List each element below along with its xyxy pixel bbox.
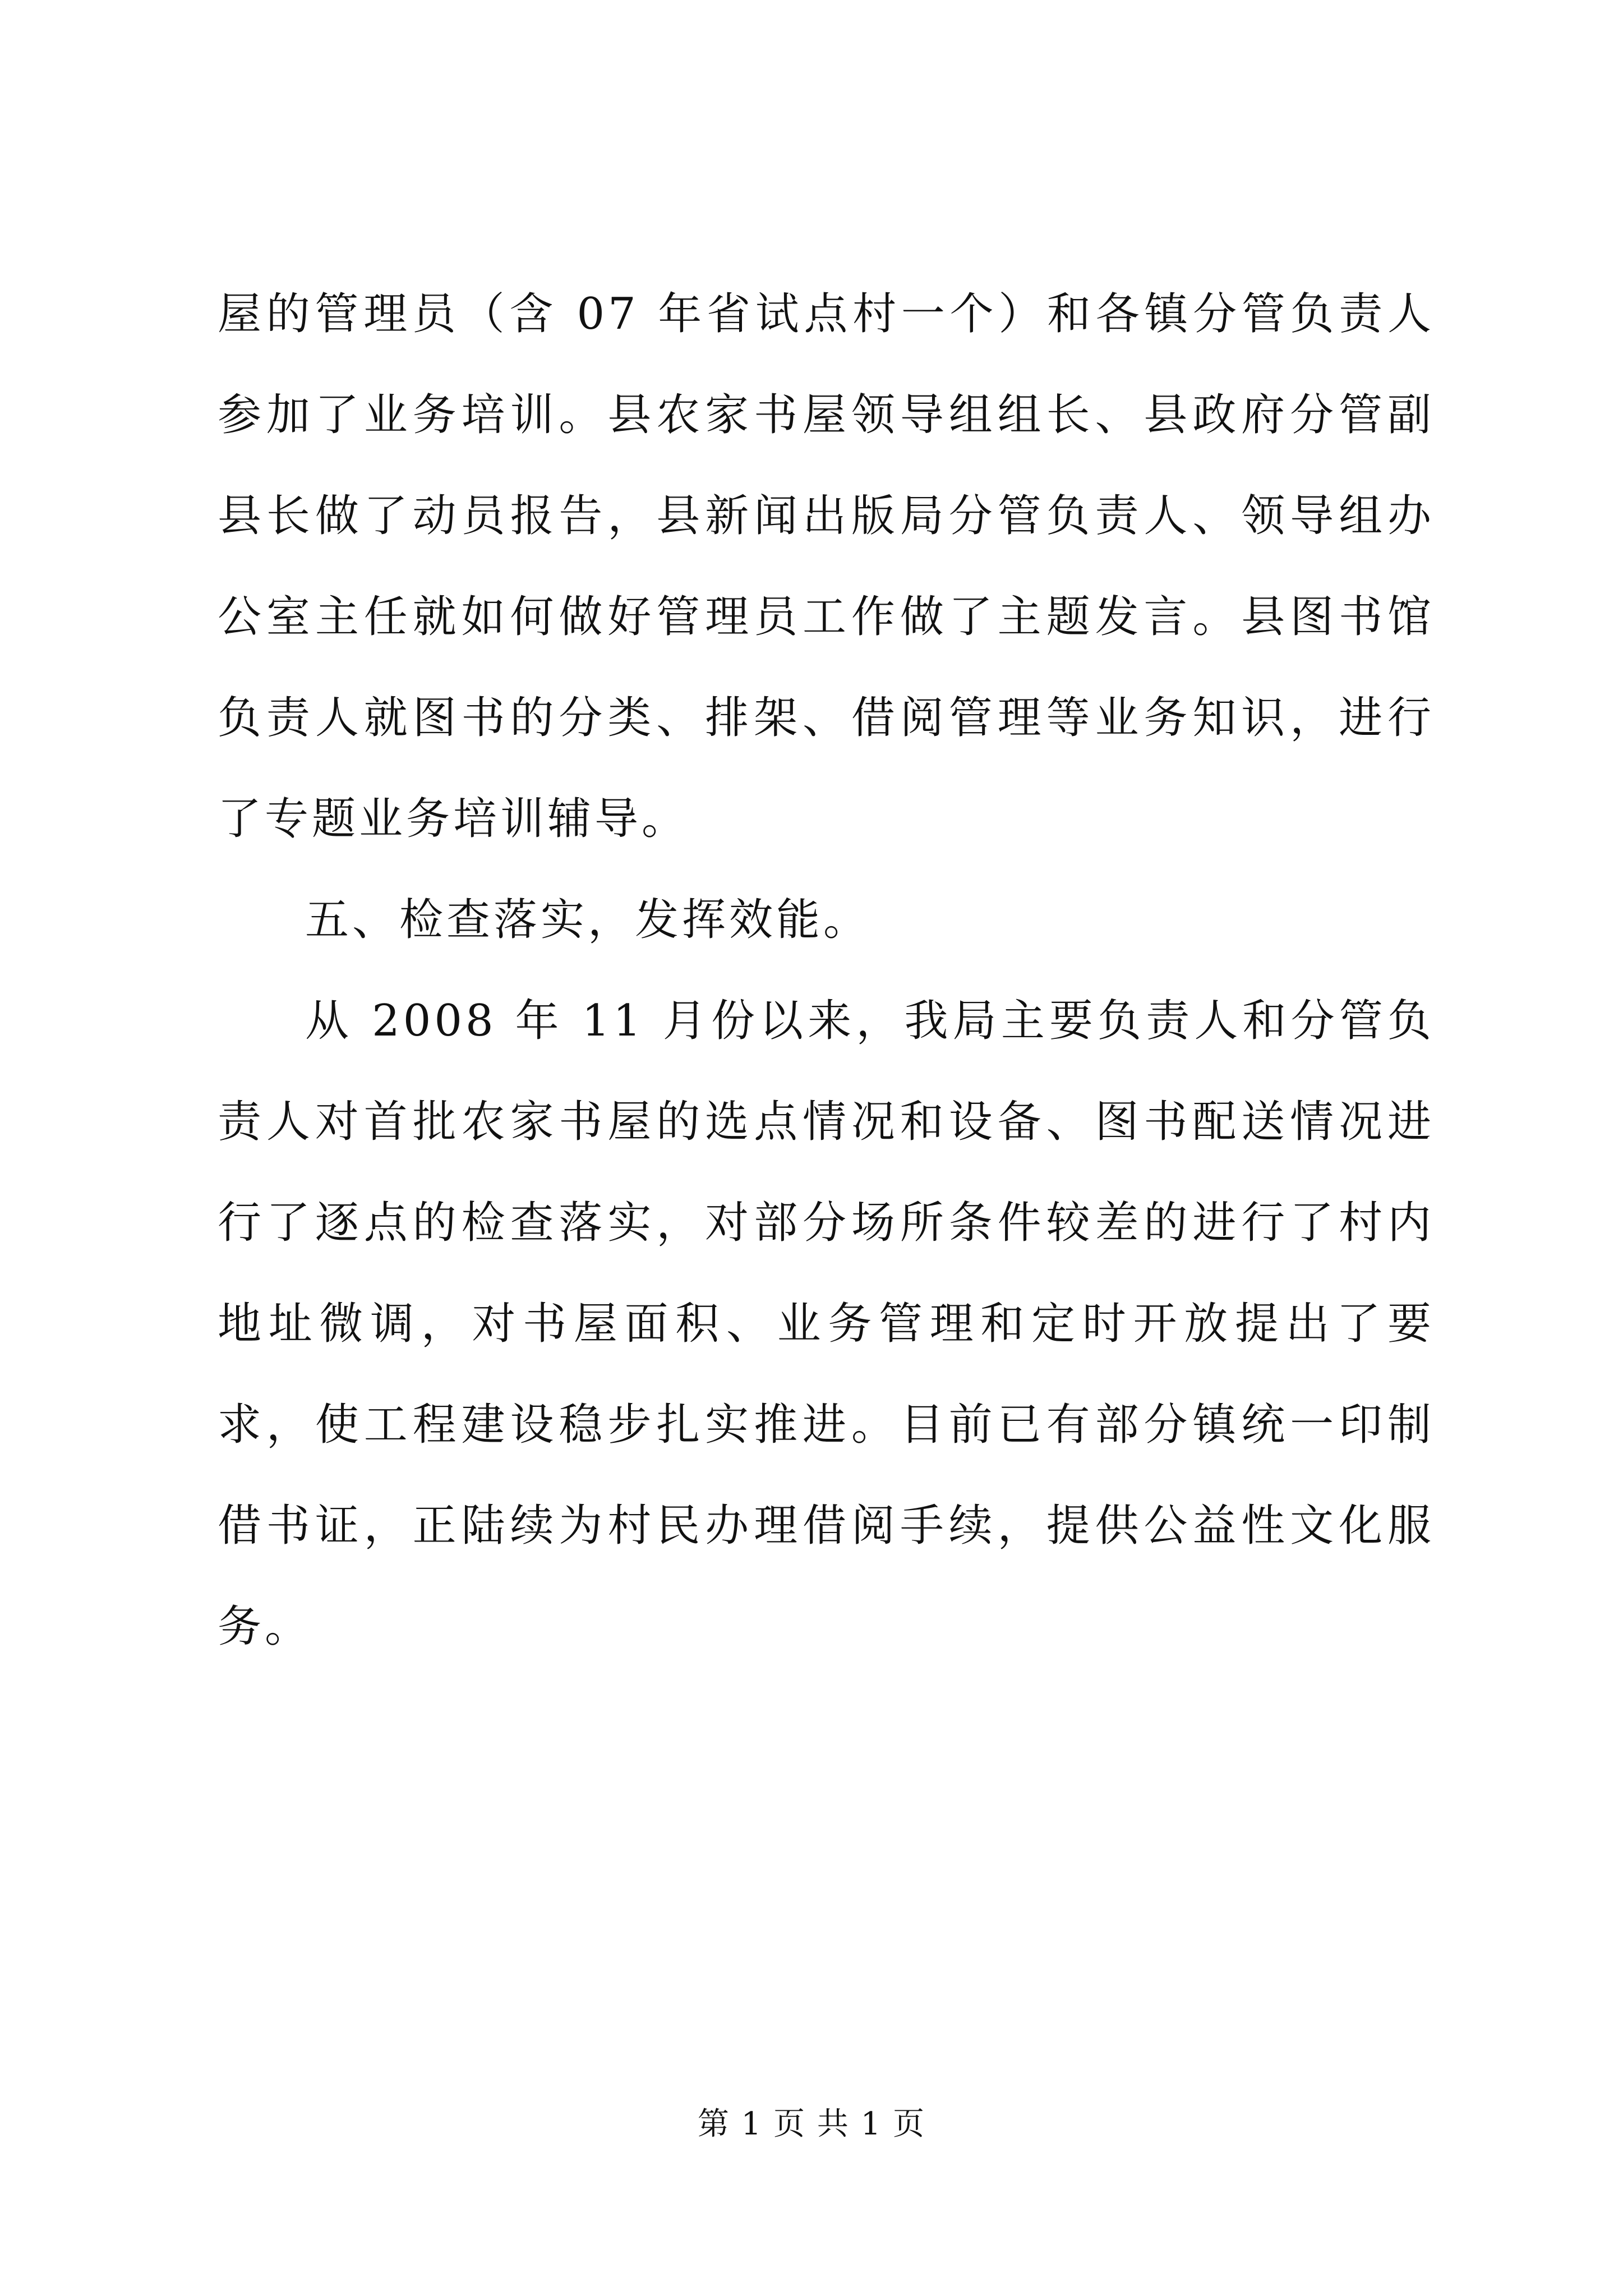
- document-body: [218, 264, 1435, 1677]
- section-heading-inspection: 五、检查落实，发挥效能。: [305, 895, 871, 945]
- page-number-footer: 第 1 页 共 1 页: [697, 2106, 926, 2142]
- paragraph-inspection: 从 2008 年 11 月份以来，我局主要负责人和分管负责人对首批农家书屋的选点情况和设备、图书配送情况进行了逐点的检查落实，对部分场所条件较差的进行了村内地址微调，对书屋面积、业务管理和定时开放提出了要求，使工程建设稳步扎实推进。目前已有部分镇统一印制借书证，正陆续为村民办理借阅手续，提供公益性文化服务。: [218, 996, 1435, 1652]
- paragraph-training: 屋的管理员（含 07 年省试点村一个）和各镇分管负责人参加了业务培训。县农家书屋领导组组长、县政府分管副县长做了动员报告，县新闻出版局分管负责人、领导组办公室主任就如何做好管理员工作做了主题发言。县图书馆负责人就图书的分类、排架、借阅管理等业务知识，进行了专题业务培训辅导。: [218, 289, 1435, 844]
